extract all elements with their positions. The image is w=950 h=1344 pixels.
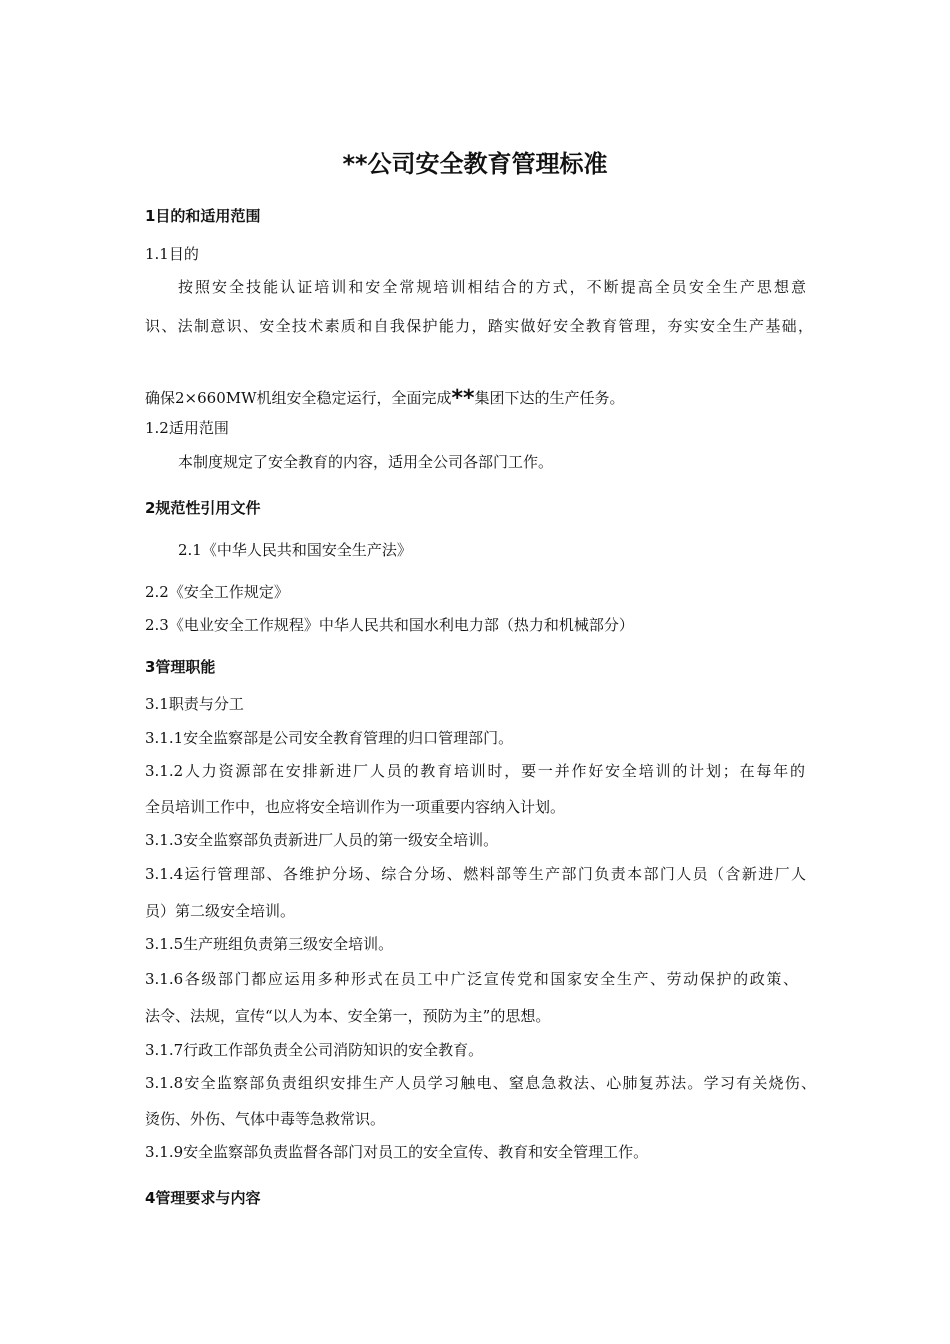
- reference-2-2: 2.2《安全工作规定》: [145, 583, 289, 601]
- item-3-1-9: 3.1.9安全监察部负责监督各部门对员工的安全宣传、教育和安全管理工作。: [145, 1143, 649, 1161]
- company-placeholder-stars: **: [451, 386, 475, 411]
- para-purpose-line-2: 识、法制意识、安全技术素质和自我保护能力，踏实做好安全教育管理，夯实安全生产基础，: [145, 317, 813, 335]
- reference-2-3: 2.3《电业安全工作规程》中华人民共和国水利电力部（热力和机械部分）: [145, 616, 634, 634]
- item-3-1-8-line-1: 3.1.8安全监察部负责组织安排生产人员学习触电、窒息急救法、心肺复苏法。学习有关烧伤、: [145, 1074, 816, 1092]
- item-3-1-6-line-2: 法令、法规，宣传“以人为本、安全第一，预防为主”的思想。: [145, 1007, 551, 1025]
- para-purpose-line-3: [145, 388, 625, 409]
- para-purpose-line-3-a: 确保2×660MW机组安全稳定运行，全面完成: [145, 389, 452, 407]
- item-3-1-2-line-2: 全员培训工作中，也应将安全培训作为一项重要内容纳入计划。: [145, 798, 566, 816]
- section-1-heading: 1目的和适用范围: [145, 207, 261, 225]
- subsection-3-1: 3.1职责与分工: [145, 695, 244, 713]
- subsection-1-2: 1.2适用范围: [145, 419, 229, 437]
- subsection-1-1: 1.1目的: [145, 245, 199, 263]
- item-3-1-1: 3.1.1安全监察部是公司安全教育管理的归口管理部门。: [145, 729, 514, 747]
- para-purpose-line-1: 按照安全技能认证培训和安全常规培训相结合的方式，不断提高全员安全生产思想意: [178, 278, 806, 296]
- document-title: **公司安全教育管理标准: [342, 150, 608, 178]
- item-3-1-2-line-1: 3.1.2人力资源部在安排新进厂人员的教育培训时，要一并作好安全培训的计划；在每年的: [145, 762, 805, 780]
- section-2-heading: 2规范性引用文件: [145, 499, 261, 517]
- reference-2-1: 2.1《中华人民共和国安全生产法》: [178, 541, 412, 559]
- item-3-1-6-line-1: 3.1.6各级部门都应运用多种形式在员工中广泛宣传党和国家安全生产、劳动保护的政策、: [145, 970, 798, 988]
- item-3-1-8-line-2: 烫伤、外伤、气体中毒等急救常识。: [145, 1110, 386, 1128]
- item-3-1-4-line-2: 员）第二级安全培训。: [145, 902, 296, 920]
- section-4-heading: 4管理要求与内容: [145, 1189, 261, 1207]
- para-purpose-line-3-b: 集团下达的生产任务。: [474, 389, 625, 407]
- item-3-1-5: 3.1.5生产班组负责第三级安全培训。: [145, 935, 394, 953]
- item-3-1-3: 3.1.3安全监察部负责新进厂人员的第一级安全培训。: [145, 831, 499, 849]
- para-scope: 本制度规定了安全教育的内容，适用全公司各部门工作。: [178, 453, 554, 471]
- section-3-heading: 3管理职能: [145, 658, 216, 676]
- item-3-1-4-line-1: 3.1.4运行管理部、各维护分场、综合分场、燃料部等生产部门负责本部门人员（含新进厂人: [145, 865, 806, 883]
- item-3-1-7: 3.1.7行政工作部负责全公司消防知识的安全教育。: [145, 1041, 484, 1059]
